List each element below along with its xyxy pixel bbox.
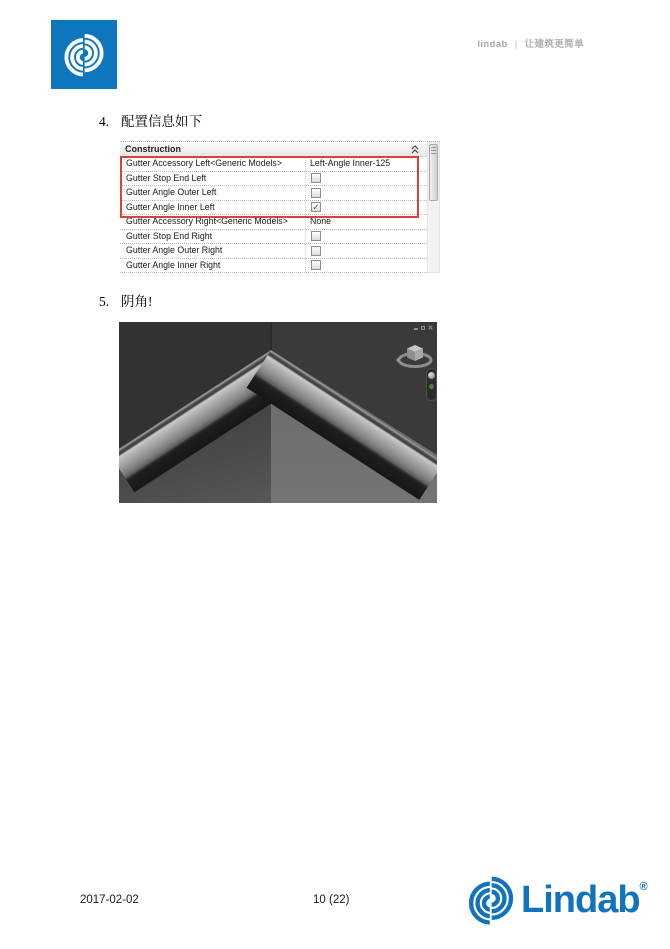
property-row — [120, 201, 427, 216]
lindab-footer-logo — [465, 872, 647, 929]
construction-section-header — [120, 142, 427, 157]
checkbox-unchecked — [311, 188, 321, 198]
lindab-spiral-icon — [465, 872, 517, 929]
checkbox-unchecked — [311, 231, 321, 241]
property-value — [306, 244, 427, 258]
properties-rows — [120, 157, 427, 273]
property-row — [120, 230, 427, 245]
step-5-number: 5. — [99, 294, 110, 309]
lindab-logo-square — [51, 20, 117, 89]
header-separator: | — [514, 39, 518, 50]
minimize-icon — [414, 328, 418, 330]
lindab-spiral-icon — [61, 30, 107, 80]
step-5-text: 阴角! — [121, 294, 153, 309]
orbit-wheel-icon — [428, 372, 435, 379]
property-value — [306, 186, 427, 200]
step-4-text: 配置信息如下 — [121, 114, 202, 129]
step-4 — [99, 110, 202, 130]
navigation-bar — [426, 368, 437, 401]
registered-mark: ® — [639, 881, 647, 893]
scrollbar-thumb — [429, 144, 438, 201]
property-value — [306, 259, 427, 273]
property-row — [120, 259, 427, 274]
checkbox-unchecked — [311, 246, 321, 256]
footer-date: 2017-02-02 — [80, 894, 139, 906]
property-value — [306, 172, 427, 186]
properties-panel-screenshot — [120, 141, 440, 272]
property-name: Gutter Accessory Left<Generic Models> — [120, 157, 306, 171]
property-name: Gutter Stop End Right — [120, 230, 306, 244]
property-row — [120, 157, 427, 172]
construction-header-label: Construction — [125, 144, 181, 154]
nav-tool-icon — [429, 384, 434, 389]
header-tagline-text: 让建筑更简单 — [524, 39, 584, 50]
property-row — [120, 186, 427, 201]
double-chevron-up-icon — [411, 145, 419, 154]
step-5 — [99, 290, 153, 310]
lindab-wordmark: Lindab® — [521, 879, 647, 921]
step-4-number: 4. — [99, 114, 110, 129]
property-value — [306, 230, 427, 244]
property-value: None — [310, 216, 332, 226]
panel-scrollbar — [427, 142, 440, 273]
property-row — [120, 215, 427, 230]
property-value — [306, 201, 427, 215]
viewport-window-controls — [414, 325, 433, 330]
header-tagline — [477, 36, 584, 50]
footer-page-number: 10 (22) — [313, 894, 350, 906]
property-row — [120, 244, 427, 259]
property-name: Gutter Angle Outer Right — [120, 244, 306, 258]
wall-corner-seam — [270, 322, 272, 351]
close-icon — [428, 325, 433, 330]
property-name: Gutter Accessory Right<Generic Models> — [120, 215, 306, 229]
property-row — [120, 172, 427, 187]
property-name: Gutter Stop End Left — [120, 172, 306, 186]
checkbox-unchecked — [311, 260, 321, 270]
header-brand: lindab — [477, 39, 508, 50]
checkbox-unchecked — [311, 173, 321, 183]
property-name: Gutter Angle Inner Left — [120, 201, 306, 215]
property-name: Gutter Angle Inner Right — [120, 259, 306, 273]
gutter-3d-view-screenshot — [119, 322, 437, 503]
property-value: Left-Angle Inner-125 — [310, 158, 391, 168]
restore-icon — [421, 326, 425, 330]
checkbox-checked: ✓ — [312, 202, 320, 212]
property-name: Gutter Angle Outer Left — [120, 186, 306, 200]
